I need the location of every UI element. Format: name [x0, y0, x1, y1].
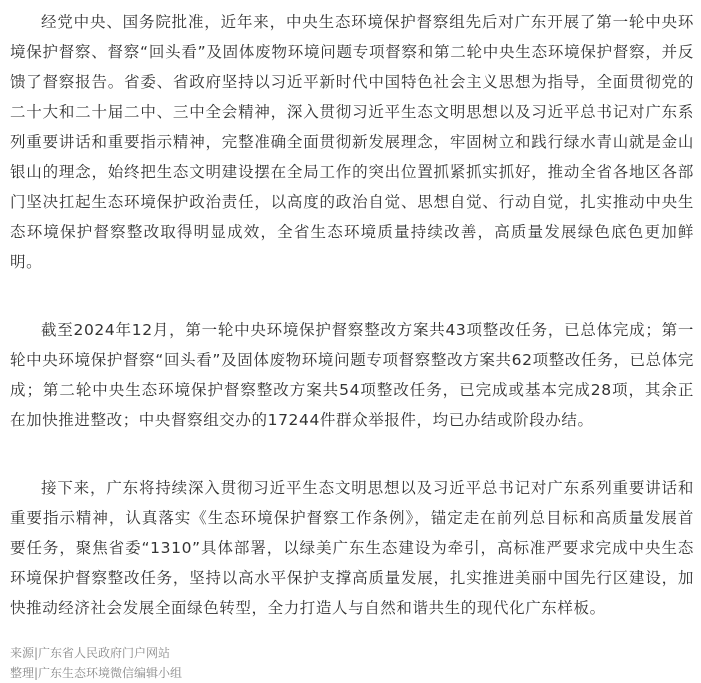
- editor-credit: 整理|广东生态环境微信编辑小组: [10, 666, 183, 680]
- article-paragraph-2: 截至2024年12月，第一轮中央环境保护督察整改方案共43项整改任务，已总体完成；第一轮中央环境保护督察“回头看”及固体废物环境问题专项督察整改方案共62项整改任务，已总体完成；第二轮中央生态环境保护督察整改方案共54项整改任务，已完成或基本完成28项，其余正在加快推进整改；中央督察组交办的17244件群众举报件，均已办结或阶段办结。: [10, 321, 694, 429]
- article-paragraph-3: 接下来，广东将持续深入贯彻习近平生态文明思想以及习近平总书记对广东系列重要讲话和重要指示精神，认真落实《生态环境保护督察工作条例》，锚定走在前列总目标和高质量发展首要任务，聚焦省委“1310”具体部署，以绿美广东生态建设为牵引，高标准严要求完成中央生态环境保护督察整改任务，坚持以高水平保护支撑高质量发展，扎实推进美丽中国先行区建设，加快推动经济社会发展全面绿色转型，全力打造人与自然和谐共生的现代化广东样板。: [10, 479, 694, 617]
- article-footer: [10, 643, 694, 683]
- article-paragraph-1: 经党中央、国务院批准，近年来，中央生态环境保护督察组先后对广东开展了第一轮中央环境保护督察、督察“回头看”及固体废物环境问题专项督察和第二轮中央生态环境保护督察，并反馈了督察报告。省委、省政府坚持以习近平新时代中国特色社会主义思想为指导，全面贯彻党的二十大和二十届二中、三中全会精神，深入贯彻习近平生态文明思想以及习近平总书记对广东系列重要讲话和重要指示精神，完整准确全面贯彻新发展理念，牢固树立和践行绿水青山就是金山银山的理念，始终把生态文明建设摆在全局工作的突出位置抓紧抓实抓好，推动全省各地区各部门坚决扛起生态环境保护政治责任，以高度的政治自觉、思想自觉、行动自觉，扎实推动中央生态环境保护督察整改取得明显成效，全省生态环境质量持续改善，高质量发展绿色底色更加鲜明。: [10, 13, 694, 271]
- source-credit: 来源|广东省人民政府门户网站: [10, 646, 171, 660]
- article-body: [10, 0, 694, 683]
